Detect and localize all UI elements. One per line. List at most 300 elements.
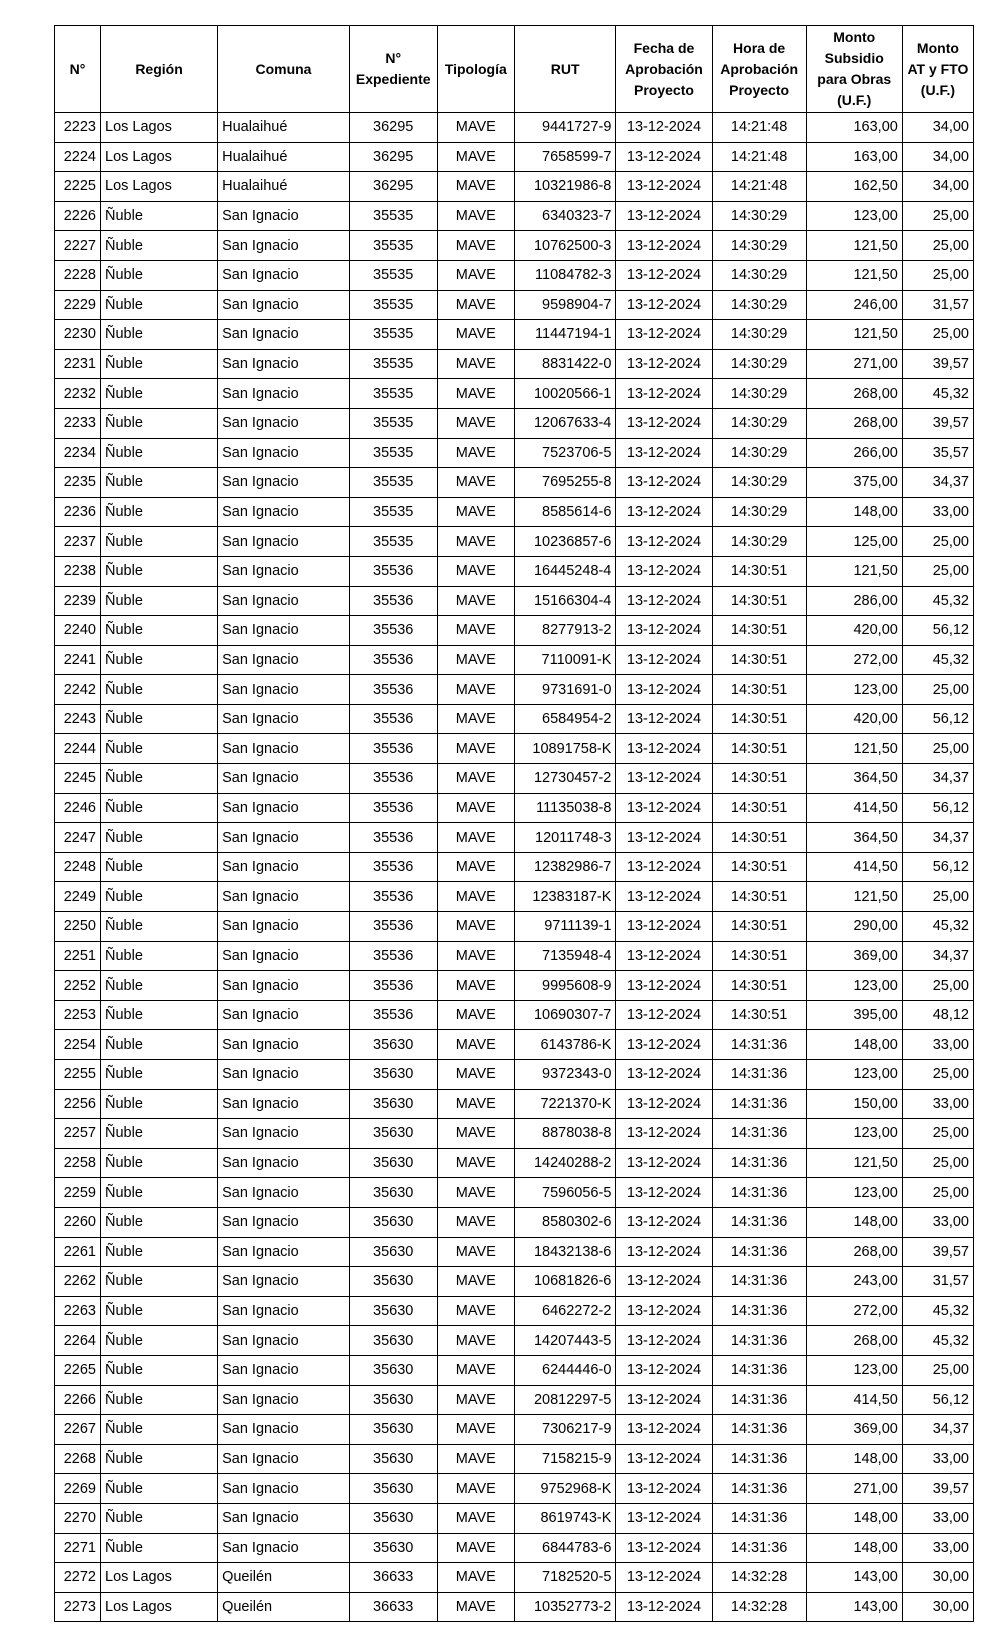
cell-rut: 9598904-7 (514, 290, 615, 320)
cell-fecha: 13-12-2024 (616, 1030, 712, 1060)
cell-numero: 2224 (55, 142, 101, 172)
cell-monto-obras: 271,00 (806, 349, 902, 379)
cell-numero: 2243 (55, 704, 101, 734)
cell-expediente: 36295 (349, 113, 437, 143)
cell-fecha: 13-12-2024 (616, 882, 712, 912)
cell-comuna: Queilén (218, 1592, 350, 1622)
cell-monto-obras: 123,00 (806, 1355, 902, 1385)
cell-monto-at: 34,37 (902, 823, 973, 853)
cell-tipologia: MAVE (437, 556, 514, 586)
cell-comuna: San Ignacio (218, 1326, 350, 1356)
table-row (55, 1060, 974, 1090)
cell-fecha: 13-12-2024 (616, 1119, 712, 1149)
cell-monto-obras: 148,00 (806, 1207, 902, 1237)
cell-region: Ñuble (101, 1060, 218, 1090)
cell-rut: 7221370-K (514, 1089, 615, 1119)
cell-monto-at: 34,37 (902, 941, 973, 971)
cell-monto-obras: 148,00 (806, 1444, 902, 1474)
cell-expediente: 35536 (349, 823, 437, 853)
cell-expediente: 35630 (349, 1060, 437, 1090)
table-row (55, 1563, 974, 1593)
cell-numero: 2237 (55, 527, 101, 557)
cell-tipologia: MAVE (437, 527, 514, 557)
cell-fecha: 13-12-2024 (616, 497, 712, 527)
cell-monto-obras: 286,00 (806, 586, 902, 616)
cell-numero: 2255 (55, 1060, 101, 1090)
cell-hora: 14:31:36 (712, 1267, 806, 1297)
cell-hora: 14:31:36 (712, 1207, 806, 1237)
cell-fecha: 13-12-2024 (616, 1148, 712, 1178)
table-row (55, 586, 974, 616)
cell-region: Ñuble (101, 260, 218, 290)
table-header-row (55, 26, 974, 113)
cell-region: Ñuble (101, 764, 218, 794)
cell-comuna: San Ignacio (218, 704, 350, 734)
cell-region: Ñuble (101, 320, 218, 350)
cell-tipologia: MAVE (437, 1415, 514, 1445)
cell-expediente: 35630 (349, 1030, 437, 1060)
cell-region: Ñuble (101, 616, 218, 646)
cell-hora: 14:30:29 (712, 260, 806, 290)
cell-tipologia: MAVE (437, 1355, 514, 1385)
cell-monto-obras: 148,00 (806, 1030, 902, 1060)
cell-expediente: 35630 (349, 1089, 437, 1119)
cell-monto-at: 25,00 (902, 1148, 973, 1178)
cell-region: Ñuble (101, 349, 218, 379)
cell-expediente: 35535 (349, 201, 437, 231)
cell-comuna: San Ignacio (218, 675, 350, 705)
cell-region: Ñuble (101, 468, 218, 498)
cell-expediente: 35536 (349, 793, 437, 823)
cell-monto-obras: 414,50 (806, 793, 902, 823)
cell-comuna: San Ignacio (218, 971, 350, 1001)
cell-region: Ñuble (101, 408, 218, 438)
cell-rut: 10352773-2 (514, 1592, 615, 1622)
cell-rut: 8831422-0 (514, 349, 615, 379)
col-header-expediente: N° Expediente (349, 26, 437, 113)
cell-fecha: 13-12-2024 (616, 1000, 712, 1030)
cell-expediente: 35630 (349, 1444, 437, 1474)
cell-monto-obras: 150,00 (806, 1089, 902, 1119)
cell-numero: 2251 (55, 941, 101, 971)
cell-fecha: 13-12-2024 (616, 1533, 712, 1563)
cell-fecha: 13-12-2024 (616, 1267, 712, 1297)
cell-region: Ñuble (101, 438, 218, 468)
cell-fecha: 13-12-2024 (616, 201, 712, 231)
cell-expediente: 35536 (349, 616, 437, 646)
cell-monto-at: 35,57 (902, 438, 973, 468)
cell-rut: 7523706-5 (514, 438, 615, 468)
table-row (55, 941, 974, 971)
table-row (55, 1000, 974, 1030)
cell-monto-at: 30,00 (902, 1563, 973, 1593)
cell-tipologia: MAVE (437, 260, 514, 290)
cell-numero: 2240 (55, 616, 101, 646)
cell-rut: 6143786-K (514, 1030, 615, 1060)
cell-hora: 14:31:36 (712, 1355, 806, 1385)
table-row (55, 1119, 974, 1149)
cell-region: Ñuble (101, 734, 218, 764)
table-row (55, 260, 974, 290)
cell-rut: 7182520-5 (514, 1563, 615, 1593)
cell-hora: 14:31:36 (712, 1385, 806, 1415)
cell-monto-at: 56,12 (902, 852, 973, 882)
cell-region: Ñuble (101, 201, 218, 231)
cell-expediente: 35536 (349, 675, 437, 705)
cell-numero: 2265 (55, 1355, 101, 1385)
cell-numero: 2242 (55, 675, 101, 705)
cell-numero: 2260 (55, 1207, 101, 1237)
cell-tipologia: MAVE (437, 823, 514, 853)
cell-comuna: San Ignacio (218, 1178, 350, 1208)
cell-numero: 2252 (55, 971, 101, 1001)
cell-monto-obras: 271,00 (806, 1474, 902, 1504)
cell-monto-at: 45,32 (902, 379, 973, 409)
cell-fecha: 13-12-2024 (616, 823, 712, 853)
cell-monto-at: 45,32 (902, 912, 973, 942)
cell-hora: 14:30:51 (712, 645, 806, 675)
table-row (55, 1326, 974, 1356)
cell-rut: 9731691-0 (514, 675, 615, 705)
cell-hora: 14:30:51 (712, 852, 806, 882)
cell-monto-at: 56,12 (902, 1385, 973, 1415)
cell-region: Los Lagos (101, 172, 218, 202)
cell-rut: 7306217-9 (514, 1415, 615, 1445)
cell-monto-at: 45,32 (902, 586, 973, 616)
cell-hora: 14:31:36 (712, 1296, 806, 1326)
cell-fecha: 13-12-2024 (616, 1503, 712, 1533)
cell-region: Ñuble (101, 1237, 218, 1267)
cell-region: Ñuble (101, 882, 218, 912)
cell-monto-at: 33,00 (902, 1503, 973, 1533)
cell-hora: 14:30:29 (712, 320, 806, 350)
cell-comuna: San Ignacio (218, 1060, 350, 1090)
cell-monto-obras: 123,00 (806, 1119, 902, 1149)
cell-tipologia: MAVE (437, 379, 514, 409)
cell-rut: 7596056-5 (514, 1178, 615, 1208)
cell-numero: 2271 (55, 1533, 101, 1563)
cell-hora: 14:31:36 (712, 1415, 806, 1445)
cell-comuna: San Ignacio (218, 556, 350, 586)
cell-comuna: San Ignacio (218, 823, 350, 853)
cell-fecha: 13-12-2024 (616, 1385, 712, 1415)
cell-tipologia: MAVE (437, 941, 514, 971)
cell-numero: 2235 (55, 468, 101, 498)
cell-monto-obras: 375,00 (806, 468, 902, 498)
cell-expediente: 35536 (349, 852, 437, 882)
cell-comuna: San Ignacio (218, 527, 350, 557)
cell-hora: 14:31:36 (712, 1533, 806, 1563)
cell-hora: 14:21:48 (712, 113, 806, 143)
cell-comuna: San Ignacio (218, 852, 350, 882)
cell-rut: 8580302-6 (514, 1207, 615, 1237)
cell-monto-at: 25,00 (902, 260, 973, 290)
cell-monto-at: 39,57 (902, 1237, 973, 1267)
cell-comuna: San Ignacio (218, 1030, 350, 1060)
cell-rut: 12067633-4 (514, 408, 615, 438)
cell-hora: 14:30:29 (712, 379, 806, 409)
table-row (55, 556, 974, 586)
cell-numero: 2229 (55, 290, 101, 320)
cell-tipologia: MAVE (437, 1207, 514, 1237)
cell-numero: 2261 (55, 1237, 101, 1267)
cell-expediente: 35630 (349, 1207, 437, 1237)
cell-region: Ñuble (101, 1444, 218, 1474)
table-row (55, 1207, 974, 1237)
cell-expediente: 35535 (349, 497, 437, 527)
cell-region: Ñuble (101, 971, 218, 1001)
cell-hora: 14:31:36 (712, 1326, 806, 1356)
col-header-monto-at: Monto AT y FTO (U.F.) (902, 26, 973, 113)
table-row (55, 1385, 974, 1415)
cell-numero: 2250 (55, 912, 101, 942)
cell-expediente: 35535 (349, 320, 437, 350)
cell-rut: 12011748-3 (514, 823, 615, 853)
cell-rut: 9441727-9 (514, 113, 615, 143)
cell-fecha: 13-12-2024 (616, 1415, 712, 1445)
cell-monto-at: 33,00 (902, 1207, 973, 1237)
cell-comuna: San Ignacio (218, 408, 350, 438)
cell-tipologia: MAVE (437, 1296, 514, 1326)
table-row (55, 1415, 974, 1445)
cell-numero: 2263 (55, 1296, 101, 1326)
cell-comuna: San Ignacio (218, 201, 350, 231)
cell-numero: 2264 (55, 1326, 101, 1356)
cell-rut: 7158215-9 (514, 1444, 615, 1474)
cell-monto-at: 39,57 (902, 349, 973, 379)
cell-monto-at: 33,00 (902, 1444, 973, 1474)
cell-monto-obras: 121,50 (806, 734, 902, 764)
cell-rut: 10762500-3 (514, 231, 615, 261)
cell-expediente: 35630 (349, 1178, 437, 1208)
cell-tipologia: MAVE (437, 408, 514, 438)
cell-fecha: 13-12-2024 (616, 1089, 712, 1119)
cell-comuna: San Ignacio (218, 1237, 350, 1267)
table-row (55, 1237, 974, 1267)
cell-comuna: San Ignacio (218, 793, 350, 823)
cell-monto-obras: 121,50 (806, 231, 902, 261)
cell-comuna: San Ignacio (218, 320, 350, 350)
cell-tipologia: MAVE (437, 231, 514, 261)
cell-hora: 14:31:36 (712, 1089, 806, 1119)
table-row (55, 113, 974, 143)
cell-monto-obras: 121,50 (806, 320, 902, 350)
cell-numero: 2239 (55, 586, 101, 616)
cell-tipologia: MAVE (437, 113, 514, 143)
cell-numero: 2234 (55, 438, 101, 468)
cell-hora: 14:30:51 (712, 1000, 806, 1030)
cell-hora: 14:30:29 (712, 527, 806, 557)
cell-monto-obras: 268,00 (806, 1237, 902, 1267)
cell-monto-at: 31,57 (902, 1267, 973, 1297)
cell-monto-at: 25,00 (902, 971, 973, 1001)
cell-hora: 14:30:51 (712, 793, 806, 823)
cell-rut: 7110091-K (514, 645, 615, 675)
cell-region: Ñuble (101, 1207, 218, 1237)
cell-expediente: 35535 (349, 290, 437, 320)
cell-expediente: 35630 (349, 1148, 437, 1178)
table-row (55, 201, 974, 231)
cell-numero: 2267 (55, 1415, 101, 1445)
cell-comuna: San Ignacio (218, 1000, 350, 1030)
cell-comuna: San Ignacio (218, 1207, 350, 1237)
cell-monto-obras: 162,50 (806, 172, 902, 202)
cell-monto-obras: 143,00 (806, 1592, 902, 1622)
cell-fecha: 13-12-2024 (616, 912, 712, 942)
cell-numero: 2238 (55, 556, 101, 586)
cell-fecha: 13-12-2024 (616, 734, 712, 764)
cell-comuna: San Ignacio (218, 231, 350, 261)
cell-hora: 14:30:51 (712, 912, 806, 942)
cell-tipologia: MAVE (437, 497, 514, 527)
cell-region: Ñuble (101, 379, 218, 409)
cell-tipologia: MAVE (437, 882, 514, 912)
cell-comuna: Queilén (218, 1563, 350, 1593)
cell-tipologia: MAVE (437, 1326, 514, 1356)
table-row (55, 704, 974, 734)
cell-expediente: 36633 (349, 1592, 437, 1622)
cell-tipologia: MAVE (437, 1474, 514, 1504)
cell-numero: 2241 (55, 645, 101, 675)
cell-fecha: 13-12-2024 (616, 764, 712, 794)
cell-tipologia: MAVE (437, 704, 514, 734)
cell-fecha: 13-12-2024 (616, 1207, 712, 1237)
cell-region: Ñuble (101, 1296, 218, 1326)
cell-region: Ñuble (101, 1000, 218, 1030)
cell-tipologia: MAVE (437, 1563, 514, 1593)
cell-monto-at: 25,00 (902, 1060, 973, 1090)
cell-rut: 8277913-2 (514, 616, 615, 646)
cell-rut: 9711139-1 (514, 912, 615, 942)
cell-expediente: 35536 (349, 912, 437, 942)
cell-rut: 12730457-2 (514, 764, 615, 794)
cell-comuna: San Ignacio (218, 645, 350, 675)
cell-comuna: San Ignacio (218, 941, 350, 971)
cell-numero: 2231 (55, 349, 101, 379)
cell-monto-obras: 123,00 (806, 1060, 902, 1090)
cell-hora: 14:31:36 (712, 1148, 806, 1178)
cell-expediente: 35536 (349, 941, 437, 971)
cell-comuna: Hualaihué (218, 142, 350, 172)
cell-comuna: San Ignacio (218, 912, 350, 942)
cell-comuna: San Ignacio (218, 882, 350, 912)
cell-monto-obras: 266,00 (806, 438, 902, 468)
cell-expediente: 35535 (349, 379, 437, 409)
cell-monto-at: 30,00 (902, 1592, 973, 1622)
cell-monto-at: 56,12 (902, 793, 973, 823)
table-row (55, 1178, 974, 1208)
cell-monto-at: 25,00 (902, 1355, 973, 1385)
cell-tipologia: MAVE (437, 645, 514, 675)
cell-tipologia: MAVE (437, 971, 514, 1001)
cell-region: Los Lagos (101, 142, 218, 172)
cell-fecha: 13-12-2024 (616, 231, 712, 261)
table-row (55, 320, 974, 350)
cell-monto-at: 25,00 (902, 675, 973, 705)
cell-expediente: 35536 (349, 586, 437, 616)
cell-region: Los Lagos (101, 113, 218, 143)
cell-hora: 14:30:51 (712, 704, 806, 734)
cell-hora: 14:30:29 (712, 290, 806, 320)
cell-numero: 2253 (55, 1000, 101, 1030)
cell-monto-obras: 290,00 (806, 912, 902, 942)
cell-fecha: 13-12-2024 (616, 113, 712, 143)
cell-monto-obras: 420,00 (806, 704, 902, 734)
cell-expediente: 35535 (349, 349, 437, 379)
cell-monto-obras: 125,00 (806, 527, 902, 557)
table-row (55, 882, 974, 912)
cell-fecha: 13-12-2024 (616, 852, 712, 882)
cell-tipologia: MAVE (437, 349, 514, 379)
table-row (55, 1267, 974, 1297)
cell-fecha: 13-12-2024 (616, 379, 712, 409)
cell-comuna: San Ignacio (218, 1385, 350, 1415)
cell-numero: 2232 (55, 379, 101, 409)
table-row (55, 1444, 974, 1474)
cell-monto-obras: 163,00 (806, 113, 902, 143)
cell-expediente: 35630 (349, 1267, 437, 1297)
cell-rut: 11135038-8 (514, 793, 615, 823)
table-row (55, 231, 974, 261)
table-body (55, 113, 974, 1622)
cell-hora: 14:31:36 (712, 1119, 806, 1149)
cell-monto-obras: 364,50 (806, 823, 902, 853)
cell-numero: 2226 (55, 201, 101, 231)
cell-expediente: 35630 (349, 1326, 437, 1356)
table-row (55, 734, 974, 764)
col-header-hora: Hora de Aprobación Proyecto (712, 26, 806, 113)
cell-monto-obras: 369,00 (806, 1415, 902, 1445)
col-header-region: Región (101, 26, 218, 113)
cell-fecha: 13-12-2024 (616, 1355, 712, 1385)
cell-expediente: 35536 (349, 1000, 437, 1030)
cell-monto-at: 25,00 (902, 527, 973, 557)
cell-fecha: 13-12-2024 (616, 793, 712, 823)
table-row (55, 1089, 974, 1119)
cell-comuna: San Ignacio (218, 764, 350, 794)
cell-fecha: 13-12-2024 (616, 556, 712, 586)
cell-rut: 9372343-0 (514, 1060, 615, 1090)
cell-hora: 14:30:51 (712, 616, 806, 646)
cell-comuna: San Ignacio (218, 349, 350, 379)
cell-tipologia: MAVE (437, 1592, 514, 1622)
cell-rut: 10681826-6 (514, 1267, 615, 1297)
cell-region: Los Lagos (101, 1563, 218, 1593)
cell-fecha: 13-12-2024 (616, 1592, 712, 1622)
col-header-rut: RUT (514, 26, 615, 113)
cell-monto-obras: 123,00 (806, 675, 902, 705)
cell-tipologia: MAVE (437, 616, 514, 646)
table-row (55, 1474, 974, 1504)
cell-rut: 6340323-7 (514, 201, 615, 231)
cell-rut: 14207443-5 (514, 1326, 615, 1356)
cell-numero: 2248 (55, 852, 101, 882)
cell-comuna: San Ignacio (218, 1415, 350, 1445)
cell-monto-at: 48,12 (902, 1000, 973, 1030)
cell-comuna: San Ignacio (218, 1444, 350, 1474)
cell-hora: 14:31:36 (712, 1474, 806, 1504)
cell-numero: 2244 (55, 734, 101, 764)
cell-hora: 14:30:51 (712, 734, 806, 764)
cell-fecha: 13-12-2024 (616, 1444, 712, 1474)
cell-region: Ñuble (101, 675, 218, 705)
cell-hora: 14:30:51 (712, 675, 806, 705)
cell-region: Ñuble (101, 586, 218, 616)
cell-monto-at: 56,12 (902, 704, 973, 734)
cell-region: Ñuble (101, 1385, 218, 1415)
cell-expediente: 35630 (349, 1533, 437, 1563)
cell-hora: 14:30:29 (712, 438, 806, 468)
